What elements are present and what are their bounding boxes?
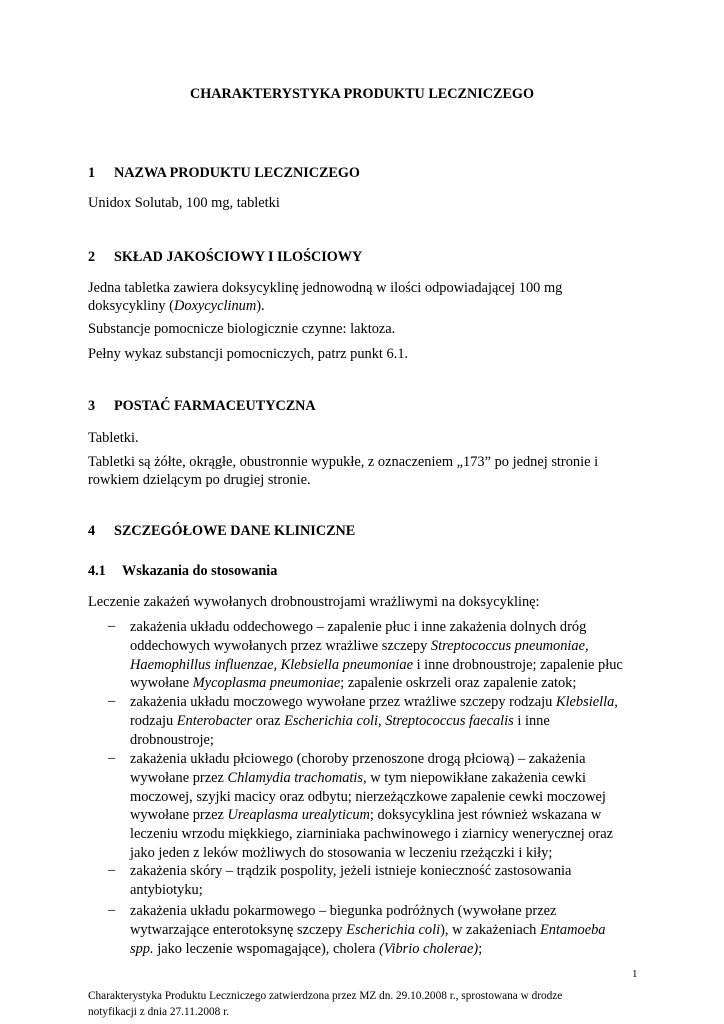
text-run: antybiotyku;: [130, 881, 203, 898]
list-item: [130, 902, 650, 958]
latin-name: Chlamydia trachomatis: [227, 769, 364, 786]
form-line: Tabletki.: [88, 430, 139, 446]
list-bullet: –: [108, 862, 116, 878]
list-item: [130, 750, 650, 863]
text-run: oraz: [252, 712, 285, 729]
latin-name: Doxycyclinum: [173, 298, 257, 314]
text-run: oddechowych wywołanych przez wrażliwe szczepy: [130, 637, 431, 654]
text-run: wytwarzające enterotoksynę szczepy: [130, 921, 347, 938]
form-description: Tabletki są żółte, okrągłe, obustronnie wypukłe, z oznaczeniem „173” po jednej stronie i: [88, 454, 599, 470]
list-bullet: –: [108, 618, 116, 634]
text-run: i inne drobnoustroje; zapalenie płuc: [412, 656, 623, 673]
list-bullet: –: [108, 750, 116, 766]
text-run: rodzaju: [130, 712, 177, 729]
section-title: POSTAĆ FARMACEUTYCZNA: [114, 398, 316, 414]
text-run: ,: [614, 694, 618, 710]
latin-name: Entamoeba: [539, 921, 606, 938]
list-bullet: –: [108, 693, 116, 709]
document-title: CHARAKTERYSTYKA PRODUKTU LECZNICZEGO: [190, 86, 534, 102]
text-run: wywołane: [130, 675, 193, 692]
product-name: Unidox Solutab, 100 mg, tabletki: [88, 195, 280, 211]
subsection-title: Wskazania do stosowania: [122, 563, 278, 579]
footer-line: Charakterystyka Produktu Leczniczego zatwierdzona przez MZ dn. 29.10.2008 r., sprostowana w drodze: [88, 990, 563, 1002]
list-item: [130, 862, 650, 900]
latin-name: Klebsiella: [555, 694, 615, 710]
section-number: 2: [88, 249, 96, 265]
latin-name: Enterobacter: [176, 712, 253, 729]
text-run: ; doksycyklina jest również wskazana w: [369, 807, 602, 824]
section-number: 1: [88, 165, 96, 181]
footer-line: notyfikacji z dnia 27.11.2008 r.: [88, 1006, 230, 1018]
text-run: drobnoustroje;: [130, 731, 214, 748]
text-run: wywołane przez: [130, 807, 228, 824]
form-description: rowkiem dzielącym po drugiej stronie.: [88, 472, 311, 488]
composition-line: [88, 297, 265, 316]
list-bullet: –: [108, 902, 116, 918]
text-run: jako jeden z leków możliwych do stosowania w leczeniu rzeżączki i kiły;: [130, 844, 553, 861]
text-run: zakażenia układu oddechowego – zapalenie płuc i inne zakażenia dolnych dróg: [130, 619, 587, 635]
text-run: ), w zakażeniach: [440, 921, 540, 938]
text-run: zakażenia układu płciowego (choroby przenoszone drogą płciową) – zakażenia: [130, 751, 586, 767]
composition-line: Jedna tabletka zawiera doksycyklinę jednowodną w ilości odpowiadającej 100 mg: [88, 280, 563, 296]
text-run: leczeniu wrzodu miękkiego, ziarniniaka pachwinowego i ziarnicy wenerycznej oraz: [130, 826, 614, 843]
latin-name: Escherichia coli, Streptococcus faecalis: [284, 712, 514, 729]
text-run: ; zapalenie oskrzeli oraz zapalenie zatok;: [340, 675, 577, 692]
subsection-number: 4.1: [88, 563, 106, 579]
text-run: ;: [478, 940, 483, 957]
text-run: wywołane przez: [130, 769, 228, 786]
indications-intro: Leczenie zakażeń wywołanych drobnoustrojami wrażliwymi na doksycyklinę:: [88, 594, 540, 610]
list-item: [130, 693, 650, 749]
text-run: zakażenia układu moczowego wywołane przez wrażliwe szczepy rodzaju: [130, 694, 556, 710]
text-run: jako leczenie wspomagające), cholera: [153, 940, 379, 957]
text-run: i inne: [513, 712, 550, 729]
text-run: ).: [256, 298, 265, 314]
text-run: , w tym niepowikłane zakażenia cewki: [363, 769, 586, 786]
section-4-heading: [88, 523, 355, 540]
page-footer: [88, 988, 618, 1020]
section-number: 4: [88, 523, 96, 539]
latin-name: Haemophillus influenzae, Klebsiella pneumoniae: [130, 656, 413, 673]
latin-name: spp.: [130, 940, 154, 957]
latin-name: Streptococcus pneumoniae,: [430, 637, 589, 654]
excipients-reference: Pełny wykaz substancji pomocniczych, patrz punkt 6.1.: [88, 346, 409, 362]
subsection-4-1-heading: [88, 563, 277, 580]
section-title: NAZWA PRODUKTU LECZNICZEGO: [114, 165, 360, 181]
text-run: doksycykliny (: [88, 298, 174, 314]
latin-name: Escherichia coli: [346, 921, 441, 938]
page-number: 1: [632, 968, 638, 980]
section-1-heading: [88, 165, 360, 182]
section-3-heading: [88, 398, 316, 415]
section-title: SZCZEGÓŁOWE DANE KLINICZNE: [114, 523, 356, 539]
excipients-line: Substancje pomocnicze biologicznie czynne: laktoza.: [88, 321, 396, 337]
section-number: 3: [88, 398, 96, 414]
list-item: [130, 618, 650, 693]
section-2-heading: [88, 249, 362, 266]
latin-name: (Vibrio cholerae): [378, 940, 479, 957]
text-run: zakażenia skóry – trądzik pospolity, jeżeli istnieje konieczność zastosowania: [130, 863, 572, 879]
section-title: SKŁAD JAKOŚCIOWY I ILOŚCIOWY: [114, 249, 363, 265]
text-run: moczowej, szyjki macicy oraz odbytu; nierzeżączkowe zapalenie cewki moczowej: [130, 788, 606, 805]
latin-name: Ureaplasma urealyticum: [227, 807, 370, 824]
text-run: zakażenia układu pokarmowego – biegunka podróżnych (wywołane przez: [130, 903, 557, 919]
latin-name: Mycoplasma pneumoniae: [192, 675, 341, 692]
